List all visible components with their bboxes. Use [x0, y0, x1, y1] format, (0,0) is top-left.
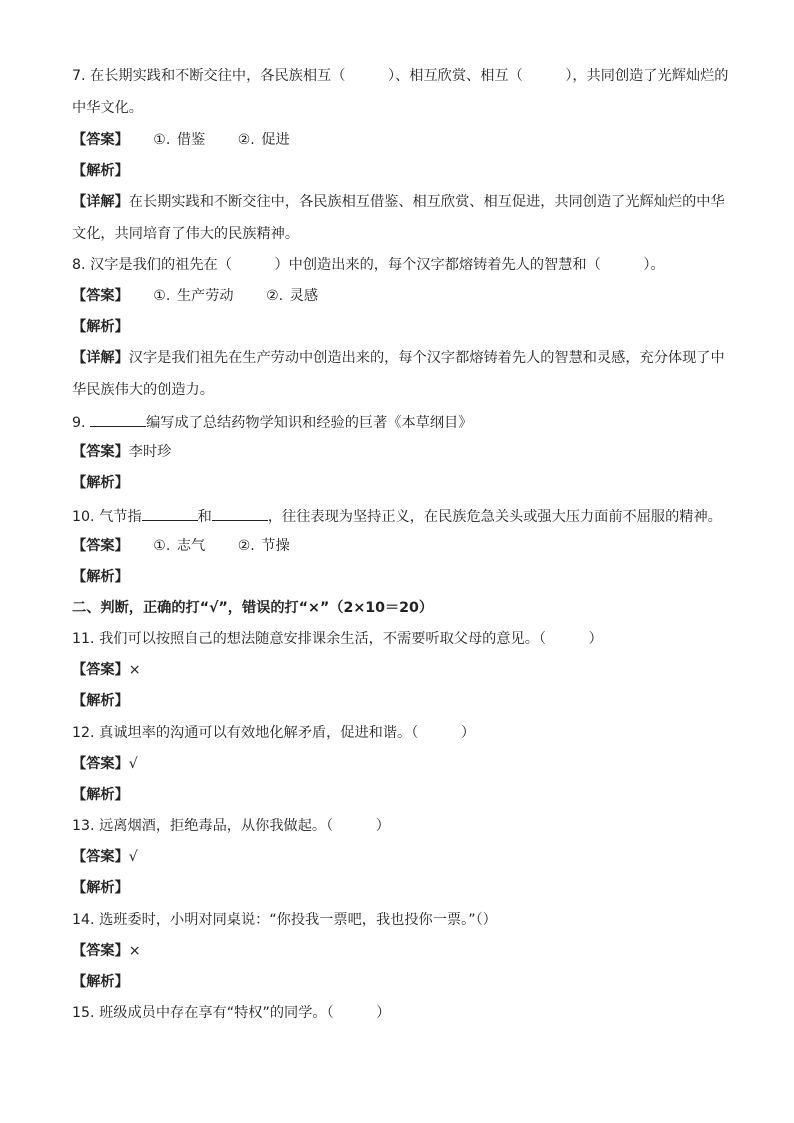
answer-text: √ [128, 849, 138, 865]
detail-text: 汉字是我们祖先在生产劳动中创造出来的，每个汉字都熔铸着先人的智慧和灵感，充分体现了中 [128, 350, 725, 366]
question-10-suffix: ，往往表现为坚持正义，在民族危急关头或强大压力面前不屈服的精神。 [267, 509, 722, 525]
option-number-2: ②. [237, 538, 255, 554]
question-14-text [72, 910, 497, 930]
analysis-tag: 【解析】 [72, 475, 129, 491]
section-2-heading [72, 598, 433, 618]
question-12-analysis [72, 785, 129, 805]
question-13-answer [72, 847, 138, 867]
question-13-analysis [72, 878, 129, 898]
answer-option-1-text: 借鉴 [176, 132, 206, 148]
option-number-1: ①. [153, 288, 171, 304]
answer-text: √ [128, 756, 138, 772]
question-7-detail [72, 192, 725, 212]
option-number-1: ①. [153, 132, 171, 148]
question-8-analysis [72, 317, 129, 337]
answer-option-2 [238, 130, 290, 150]
question-13-body: 13. 远离烟酒，拒绝毒品，从你我做起。（ ） [72, 818, 390, 834]
question-14-analysis [72, 972, 129, 992]
question-7-line-1: 7. 在长期实践和不断交往中，各民族相互（ ）、相互欣赏、相互（ ），共同创造了光辉灿烂的 [72, 68, 729, 84]
answer-text: 李时珍 [128, 444, 172, 460]
question-9-body: 编写成了总结药物学知识和经验的巨著《本草纲目》 [146, 415, 473, 431]
answer-option-1 [153, 286, 233, 306]
answer-tag: 【答案】 [72, 132, 129, 148]
question-7-text [72, 66, 728, 86]
question-7-detail-cont [72, 224, 299, 244]
answer-tag: 【答案】 [72, 444, 129, 460]
question-10-mid: 和 [197, 509, 212, 525]
question-12-answer [72, 754, 138, 774]
question-11-text [72, 629, 603, 649]
answer-option-1-text: 志气 [176, 538, 206, 554]
question-14-body: 14. 选班委时，小明对同桌说：“你投我一票吧，我也投你一票。”（） [72, 912, 497, 928]
fill-blank-1 [142, 505, 198, 521]
question-7-line-2: 中华文化。 [72, 100, 143, 116]
question-11-body: 11. 我们可以按照自己的想法随意安排课余生活，不需要听取父母的意见。（ ） [72, 631, 603, 647]
answer-option-2 [238, 536, 290, 556]
question-15-text [72, 1003, 390, 1023]
question-10-answer [72, 536, 290, 556]
question-8-detail-cont [72, 380, 214, 400]
answer-tag: 【答案】 [72, 943, 129, 959]
question-8-answer [72, 286, 318, 306]
detail-text-cont: 华民族伟大的创造力。 [72, 382, 214, 398]
question-10-text [72, 505, 722, 525]
question-9-text [72, 411, 472, 431]
question-13-text [72, 816, 390, 836]
analysis-tag: 【解析】 [72, 163, 129, 179]
analysis-tag: 【解析】 [72, 974, 129, 990]
answer-option-2-text: 促进 [261, 132, 290, 148]
answer-tag: 【答案】 [72, 538, 129, 554]
answer-tag: 【答案】 [72, 662, 129, 678]
question-8-detail [72, 348, 725, 368]
question-9-analysis [72, 473, 129, 493]
question-7-analysis [72, 161, 129, 181]
question-12-text [72, 723, 475, 743]
question-9-answer [72, 442, 171, 462]
option-number-2: ②. [237, 132, 255, 148]
question-11-analysis [72, 691, 129, 711]
question-10-prefix: 10. 气节指 [72, 509, 142, 525]
analysis-tag: 【解析】 [72, 569, 129, 585]
section-2-title: 二、判断，正确的打“√”，错误的打“×”（2×10＝20） [72, 600, 434, 616]
question-15-body: 15. 班级成员中存在享有“特权”的同学。（ ） [72, 1005, 391, 1021]
answer-option-1 [153, 130, 205, 150]
detail-text: 在长期实践和不断交往中，各民族相互借鉴、相互欣赏、相互促进，共同创造了光辉灿烂的中华 [128, 194, 725, 210]
answer-option-2-text: 节操 [261, 538, 290, 554]
answer-text: × [128, 662, 141, 678]
question-7-answer [72, 130, 290, 150]
question-9-number: 9. [72, 415, 86, 431]
question-10-analysis [72, 567, 129, 587]
question-14-answer [72, 941, 141, 961]
analysis-tag: 【解析】 [72, 787, 129, 803]
question-8-line-1: 8. 汉字是我们的祖先在（ ）中创造出来的，每个汉字都熔铸着先人的智慧和（ ）。 [72, 257, 665, 273]
analysis-tag: 【解析】 [72, 880, 129, 896]
question-11-answer [72, 660, 141, 680]
answer-tag: 【答案】 [72, 288, 129, 304]
analysis-tag: 【解析】 [72, 693, 129, 709]
answer-text: × [128, 943, 141, 959]
detail-text-cont: 文化，共同培育了伟大的民族精神。 [72, 226, 300, 242]
answer-option-2-text: 灵感 [289, 288, 319, 304]
option-number-1: ①. [153, 538, 171, 554]
answer-tag: 【答案】 [72, 849, 129, 865]
answer-option-1-text: 生产劳动 [176, 288, 234, 304]
question-12-body: 12. 真诚坦率的沟通可以有效地化解矛盾，促进和谐。（ ） [72, 725, 476, 741]
detail-tag: 【详解】 [72, 350, 129, 366]
analysis-tag: 【解析】 [72, 319, 129, 335]
question-8-text [72, 255, 665, 275]
question-7-text-cont [72, 98, 143, 118]
fill-blank [90, 411, 146, 427]
detail-tag: 【详解】 [72, 194, 129, 210]
answer-tag: 【答案】 [72, 756, 129, 772]
option-number-2: ②. [266, 288, 284, 304]
answer-option-1 [153, 536, 205, 556]
answer-option-2 [266, 286, 318, 306]
fill-blank-2 [212, 505, 268, 521]
